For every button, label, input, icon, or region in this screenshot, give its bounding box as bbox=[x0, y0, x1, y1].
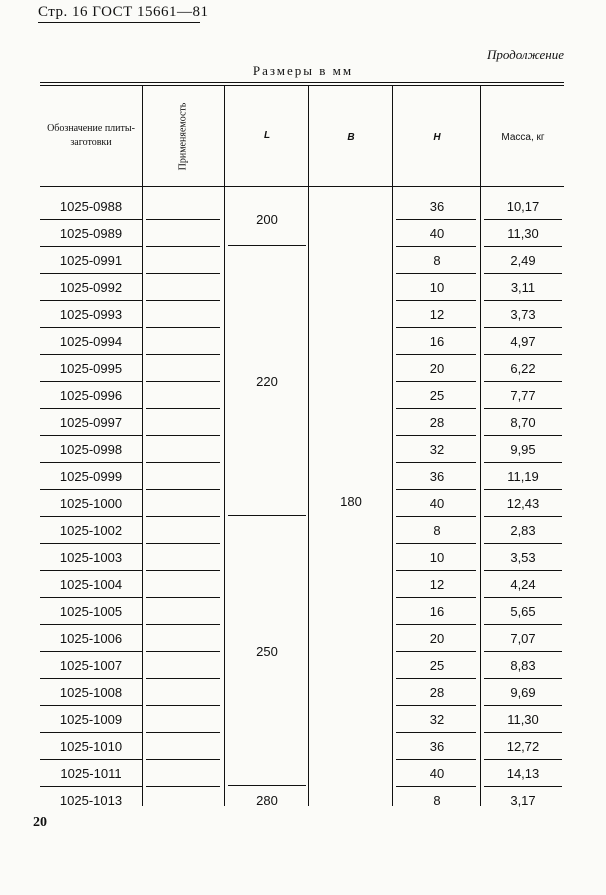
row-rule bbox=[484, 705, 562, 706]
row-rule bbox=[396, 786, 476, 787]
row-rule bbox=[146, 543, 220, 544]
row-rule bbox=[146, 489, 220, 490]
H-cell: 12 bbox=[429, 577, 445, 592]
header-designation: Обозначение плиты-заготовки bbox=[47, 123, 135, 148]
continuation-label: Продолжение bbox=[486, 47, 564, 62]
designation-cell: 1025-0997 bbox=[59, 415, 123, 430]
row-rule bbox=[396, 462, 476, 463]
col-divider-5 bbox=[480, 86, 481, 806]
L-group-rule bbox=[228, 515, 306, 516]
row-rule bbox=[146, 327, 220, 328]
H-cell: 40 bbox=[429, 496, 445, 511]
header-L: L bbox=[263, 130, 271, 141]
designation-cell: 1025-1011 bbox=[60, 766, 122, 781]
mass-cell: 4,24 bbox=[510, 577, 536, 592]
mass-cell: 7,77 bbox=[510, 388, 536, 403]
row-rule bbox=[484, 462, 562, 463]
mass-cell: 7,07 bbox=[510, 631, 536, 646]
L-group-rule bbox=[228, 245, 306, 246]
mass-cell: 5,65 bbox=[510, 604, 536, 619]
designation-cell: 1025-1010 bbox=[59, 739, 123, 754]
row-rule bbox=[396, 354, 476, 355]
H-cell: 20 bbox=[429, 361, 445, 376]
mass-cell: 8,83 bbox=[510, 658, 536, 673]
designation-cell: 1025-0993 bbox=[59, 307, 123, 322]
designation-cell: 1025-0996 bbox=[59, 388, 123, 403]
row-rule bbox=[396, 516, 476, 517]
row-rule bbox=[396, 759, 476, 760]
row-rule bbox=[146, 246, 220, 247]
row-rule bbox=[484, 732, 562, 733]
row-rule bbox=[146, 597, 220, 598]
header-mass: Масса, кг bbox=[501, 132, 545, 143]
row-rule bbox=[484, 300, 562, 301]
designation-cell: 1025-1013 bbox=[59, 793, 123, 808]
row-rule bbox=[146, 759, 220, 760]
mass-cell: 9,95 bbox=[510, 442, 536, 457]
row-rule bbox=[396, 624, 476, 625]
row-rule bbox=[484, 516, 562, 517]
mass-cell: 3,11 bbox=[510, 280, 536, 295]
row-rule bbox=[484, 570, 562, 571]
row-rule bbox=[40, 597, 142, 598]
row-rule bbox=[396, 705, 476, 706]
row-rule bbox=[484, 381, 562, 382]
designation-cell: 1025-1008 bbox=[59, 685, 123, 700]
H-cell: 36 bbox=[429, 469, 445, 484]
H-cell: 40 bbox=[429, 226, 445, 241]
row-rule bbox=[40, 327, 142, 328]
mass-cell: 11,30 bbox=[507, 712, 539, 727]
table-top-rule bbox=[40, 82, 564, 83]
L-value: 220 bbox=[256, 374, 278, 389]
row-rule bbox=[484, 759, 562, 760]
row-rule bbox=[40, 570, 142, 571]
row-rule bbox=[40, 678, 142, 679]
designation-cell: 1025-1005 bbox=[59, 604, 123, 619]
row-rule bbox=[484, 435, 562, 436]
row-rule bbox=[396, 435, 476, 436]
row-rule bbox=[484, 651, 562, 652]
row-rule bbox=[146, 435, 220, 436]
mass-cell: 11,19 bbox=[507, 469, 539, 484]
H-cell: 40 bbox=[429, 766, 445, 781]
header-bottom-rule bbox=[40, 186, 564, 187]
designation-cell: 1025-1007 bbox=[59, 658, 123, 673]
row-rule bbox=[146, 462, 220, 463]
row-rule bbox=[484, 408, 562, 409]
row-rule bbox=[40, 219, 142, 220]
H-cell: 25 bbox=[429, 658, 445, 673]
mass-cell: 14,13 bbox=[506, 766, 540, 781]
row-rule bbox=[484, 219, 562, 220]
row-rule bbox=[146, 381, 220, 382]
row-rule bbox=[484, 678, 562, 679]
row-rule bbox=[40, 354, 142, 355]
row-rule bbox=[396, 597, 476, 598]
row-rule bbox=[396, 273, 476, 274]
row-rule bbox=[146, 732, 220, 733]
mass-cell: 3,73 bbox=[510, 307, 536, 322]
row-rule bbox=[40, 489, 142, 490]
H-cell: 28 bbox=[429, 415, 445, 430]
row-rule bbox=[484, 489, 562, 490]
row-rule bbox=[40, 759, 142, 760]
mass-cell: 11,30 bbox=[507, 226, 539, 241]
running-title-underline bbox=[38, 22, 200, 23]
H-cell: 36 bbox=[429, 739, 445, 754]
L-value: 200 bbox=[256, 212, 278, 227]
row-rule bbox=[40, 786, 142, 787]
table-top-rule-double bbox=[40, 85, 564, 86]
row-rule bbox=[396, 381, 476, 382]
designation-cell: 1025-1003 bbox=[59, 550, 123, 565]
designation-cell: 1025-0995 bbox=[59, 361, 123, 376]
B-value: 180 bbox=[340, 494, 362, 509]
row-rule bbox=[396, 300, 476, 301]
mass-cell: 10,17 bbox=[506, 199, 540, 214]
row-rule bbox=[396, 489, 476, 490]
mass-cell: 3,17 bbox=[510, 793, 536, 808]
mass-cell: 12,72 bbox=[506, 739, 540, 754]
mass-cell: 6,22 bbox=[510, 361, 536, 376]
row-rule bbox=[146, 354, 220, 355]
designation-cell: 1025-0999 bbox=[59, 469, 123, 484]
row-rule bbox=[396, 732, 476, 733]
designation-cell: 1025-1004 bbox=[59, 577, 123, 592]
row-rule bbox=[40, 435, 142, 436]
page-number: 20 bbox=[33, 815, 47, 830]
row-rule bbox=[396, 651, 476, 652]
L-value: 280 bbox=[256, 792, 278, 808]
row-rule bbox=[40, 273, 142, 274]
col-divider-3 bbox=[308, 86, 309, 806]
row-rule bbox=[40, 543, 142, 544]
col-divider-2 bbox=[224, 86, 225, 806]
designation-cell: 1025-0989 bbox=[59, 226, 123, 241]
H-cell: 16 bbox=[429, 604, 445, 619]
H-cell: 10 bbox=[429, 280, 445, 295]
row-rule bbox=[146, 219, 220, 220]
row-rule bbox=[484, 354, 562, 355]
designation-cell: 1025-0994 bbox=[59, 334, 123, 349]
designation-cell: 1025-0988 bbox=[59, 199, 123, 214]
H-cell: 8 bbox=[433, 253, 441, 268]
H-cell: 8 bbox=[433, 793, 441, 808]
H-cell: 36 bbox=[429, 199, 445, 214]
row-rule bbox=[40, 516, 142, 517]
row-rule bbox=[146, 300, 220, 301]
row-rule bbox=[396, 570, 476, 571]
row-rule bbox=[484, 597, 562, 598]
row-rule bbox=[146, 786, 220, 787]
row-rule bbox=[40, 246, 142, 247]
row-rule bbox=[484, 543, 562, 544]
col-divider-4 bbox=[392, 86, 393, 806]
mass-cell: 4,97 bbox=[510, 334, 536, 349]
row-rule bbox=[484, 246, 562, 247]
row-rule bbox=[146, 273, 220, 274]
designation-cell: 1025-0991 bbox=[59, 253, 123, 268]
row-rule bbox=[396, 543, 476, 544]
row-rule bbox=[146, 678, 220, 679]
H-cell: 32 bbox=[429, 442, 445, 457]
row-rule bbox=[484, 327, 562, 328]
H-cell: 28 bbox=[429, 685, 445, 700]
row-rule bbox=[146, 705, 220, 706]
mass-cell: 3,53 bbox=[510, 550, 536, 565]
mass-cell: 12,43 bbox=[506, 496, 540, 511]
row-rule bbox=[484, 624, 562, 625]
row-rule bbox=[40, 624, 142, 625]
H-cell: 10 bbox=[429, 550, 445, 565]
row-rule bbox=[40, 300, 142, 301]
row-rule bbox=[146, 624, 220, 625]
H-cell: 32 bbox=[429, 712, 445, 727]
header-B: B bbox=[347, 132, 355, 143]
H-cell: 8 bbox=[433, 523, 441, 538]
designation-cell: 1025-1006 bbox=[59, 631, 123, 646]
row-rule bbox=[40, 732, 142, 733]
mass-cell: 9,69 bbox=[510, 685, 536, 700]
row-rule bbox=[146, 570, 220, 571]
designation-cell: 1025-0998 bbox=[59, 442, 123, 457]
row-rule bbox=[396, 408, 476, 409]
col-divider-1 bbox=[142, 86, 143, 806]
row-rule bbox=[40, 705, 142, 706]
row-rule bbox=[40, 651, 142, 652]
running-title: Стр. 16 ГОСТ 15661—81 bbox=[38, 4, 209, 20]
H-cell: 20 bbox=[429, 631, 445, 646]
L-value: 250 bbox=[256, 644, 278, 659]
H-cell: 12 bbox=[429, 307, 445, 322]
designation-cell: 1025-0992 bbox=[59, 280, 123, 295]
H-cell: 25 bbox=[429, 388, 445, 403]
row-rule bbox=[40, 462, 142, 463]
row-rule bbox=[40, 381, 142, 382]
row-rule bbox=[396, 219, 476, 220]
mass-cell: 2,49 bbox=[510, 253, 536, 268]
header-applicability: Применяемость bbox=[177, 102, 189, 171]
header-H: H bbox=[433, 132, 441, 143]
H-cell: 16 bbox=[429, 334, 445, 349]
row-rule bbox=[146, 408, 220, 409]
designation-cell: 1025-1000 bbox=[59, 496, 123, 511]
table-caption: Размеры в мм bbox=[252, 63, 354, 78]
row-rule bbox=[396, 678, 476, 679]
mass-cell: 2,83 bbox=[510, 523, 536, 538]
row-rule bbox=[396, 246, 476, 247]
mass-cell: 8,70 bbox=[510, 415, 536, 430]
row-rule bbox=[146, 651, 220, 652]
designation-cell: 1025-1002 bbox=[59, 523, 123, 538]
row-rule bbox=[396, 327, 476, 328]
row-rule bbox=[484, 273, 562, 274]
designation-cell: 1025-1009 bbox=[59, 712, 123, 727]
L-group-rule bbox=[228, 785, 306, 786]
row-rule bbox=[40, 408, 142, 409]
row-rule bbox=[484, 786, 562, 787]
row-rule bbox=[146, 516, 220, 517]
